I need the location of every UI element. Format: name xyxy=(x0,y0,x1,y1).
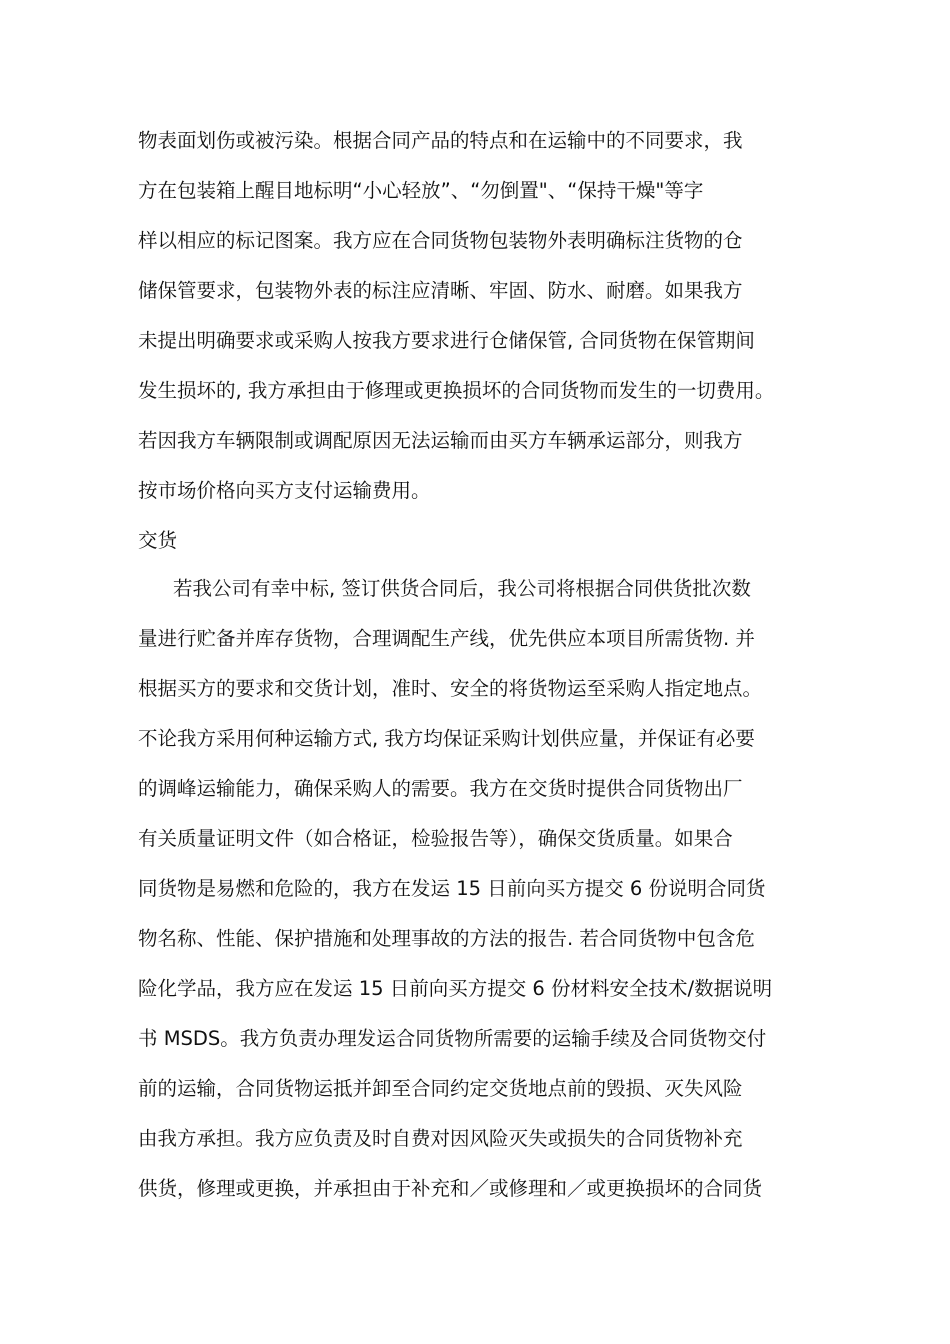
text-line: 供货，修理或更换，并承担由于补充和／或修理和／或更换损坏的合同货 xyxy=(138,1177,763,1200)
text-line: 未提出明确要求或采购人按我方要求进行仓储保管, 合同货物在保管期间 xyxy=(138,329,755,352)
text-line: 不论我方采用何种运输方式, 我方均保证采购计划供应量，并保证有必要 xyxy=(138,727,755,750)
text-line: 物表面划伤或被污染。根据合同产品的特点和在运输中的不同要求，我 xyxy=(138,129,743,152)
text-line: 方在包装箱上醒目地标明“小心轻放”、“勿倒置"、“保持干燥"等字 xyxy=(138,179,704,202)
text-line: 有关质量证明文件（如合格证，检验报告等），确保交货质量。如果合 xyxy=(138,827,733,850)
text-line: 根据买方的要求和交货计划，准时、安全的将货物运至采购人指定地点。 xyxy=(138,677,763,700)
text-line: 量进行贮备并库存货物，合理调配生产线，优先供应本项目所需货物. 并 xyxy=(138,627,755,650)
paragraph-delivery xyxy=(138,564,838,1214)
paragraph-packaging xyxy=(138,116,838,566)
text-line: 储保管要求，包装物外表的标注应清晰、牢固、防水、耐磨。如果我方 xyxy=(138,279,743,302)
text-line: 发生损坏的, 我方承担由于修理或更换损坏的合同货物而发生的一切费用。 xyxy=(138,379,775,402)
text-line: 的调峰运输能力，确保采购人的需要。我方在交货时提供合同货物出厂 xyxy=(138,777,743,800)
text-line: 若我公司有幸中标, 签订供货合同后，我公司将根据合同供货批次数 xyxy=(173,577,751,600)
text-line: 样以相应的标记图案。我方应在合同货物包装物外表明确标注货物的仓 xyxy=(138,229,743,252)
text-line: 物名称、性能、保护措施和处理事故的方法的报告. 若合同货物中包含危 xyxy=(138,927,755,950)
text-line: 险化学品，我方应在发运 15 日前向买方提交 6 份材料安全技术/数据说明 xyxy=(138,977,773,1000)
text-line: 若因我方车辆限制或调配原因无法运输而由买方车辆承运部分，则我方 xyxy=(138,429,743,452)
text-line: 前的运输，合同货物运抵并卸至合同约定交货地点前的毁损、灭失风险 xyxy=(138,1077,743,1100)
text-line: 按市场价格向买方支付运输费用。 xyxy=(138,479,431,502)
text-line: 书 MSDS。我方负责办理发运合同货物所需要的运输手续及合同货物交付 xyxy=(138,1027,767,1050)
section-heading: 交货 xyxy=(138,529,178,552)
text-line: 由我方承担。我方应负责及时自费对因风险灭失或损失的合同货物补充 xyxy=(138,1127,743,1150)
text-line: 同货物是易燃和危险的，我方在发运 15 日前向买方提交 6 份说明合同货 xyxy=(138,877,766,900)
